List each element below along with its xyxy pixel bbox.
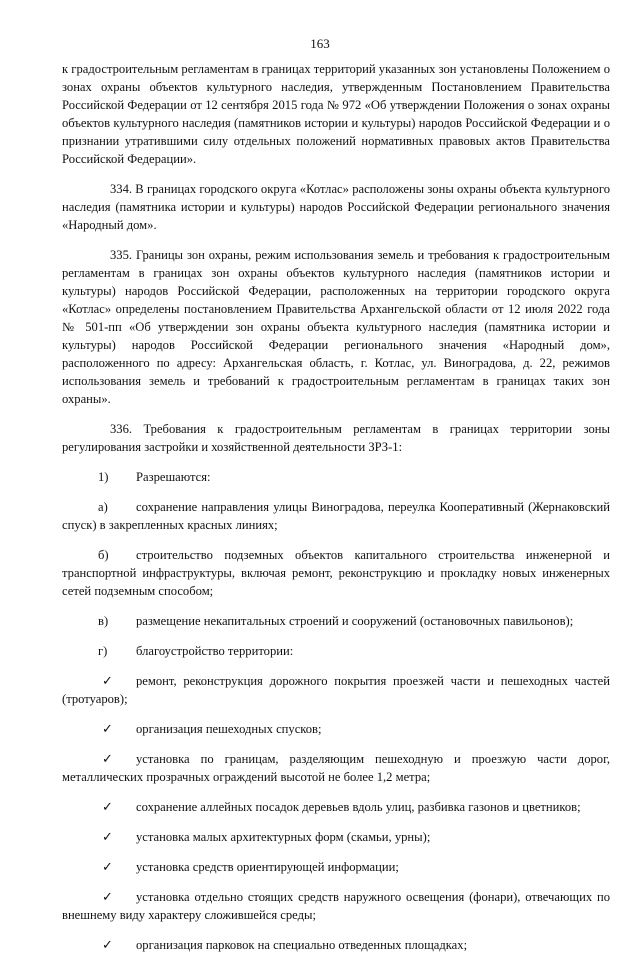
checkmark-icon: ✓	[102, 751, 113, 766]
list-item-text: организация пешеходных спусков;	[136, 722, 322, 736]
paragraph-continuation: к градостроительным регламентам в границах территорий указанных зон установлены Положением о зонах охраны объектов культурного наследия, утвержденным Постановлением Правительства Российской Федерации от 12 сентября 2015 года № 972 «Об утверждении Положения о зонах охраны объектов культурного наследия (памятников истории и культуры) народов Российской Федерации и о признании утратившими силу отдельных положений нормативных правовых актов Правительства Российской Федерации».	[62, 62, 610, 166]
list-item-g	[62, 642, 610, 660]
checklist-item	[62, 888, 610, 924]
list-item-text: благоустройство территории:	[136, 644, 294, 658]
checklist-item	[62, 798, 610, 816]
checklist-item	[62, 672, 610, 708]
list-item-text: строительство подземных объектов капитального строительства инженерной и транспортной инфраструктуры, включая ремонт, реконструкцию и прокладку новых инженерных сетей подземным способом;	[62, 548, 610, 598]
checkmark-icon: ✓	[102, 799, 113, 814]
list-item-text: установка отдельно стоящих средств наружного освещения (фонари), отвечающих по внешнему виду характеру сложившейся среды;	[62, 890, 610, 922]
checklist-item	[62, 720, 610, 738]
list-item-1	[62, 468, 610, 486]
list-item-text: ремонт, реконструкция дорожного покрытия проезжей части и пешеходных частей (тротуаров);	[62, 674, 610, 706]
list-item-v	[62, 612, 610, 630]
page-number: 163	[310, 36, 330, 51]
checkmark-icon: ✓	[102, 721, 113, 736]
paragraph-336: 336. Требования к градостроительным регламентам в границах территории зоны регулирования застройки и хозяйственной деятельности ЗРЗ-1:	[62, 422, 610, 454]
checkmark-icon: ✓	[102, 937, 113, 952]
document-body	[62, 60, 610, 966]
list-marker: 1)	[98, 470, 109, 484]
list-item-text: сохранение направления улицы Виноградова, переулка Кооперативный (Жернаковский спуск) в закрепленных красных линиях;	[62, 500, 610, 532]
paragraph-334: 334. В границах городского округа «Котлас» расположены зоны охраны объекта культурного наследия (памятника истории и культуры) народов Российской Федерации регионального значения «Народный дом».	[62, 182, 610, 232]
list-item-text: сохранение аллейных посадок деревьев вдоль улиц, разбивка газонов и цветников;	[136, 800, 581, 814]
list-item-text: организация парковок на специально отведенных площадках;	[136, 938, 468, 952]
list-item-b	[62, 546, 610, 600]
list-item-a	[62, 498, 610, 534]
checklist-item	[62, 936, 610, 954]
checkmark-icon: ✓	[102, 829, 113, 844]
list-item-text: размещение некапитальных строений и сооружений (остановочных павильонов);	[136, 614, 574, 628]
checkmark-icon: ✓	[102, 673, 113, 688]
list-item-text: установка средств ориентирующей информации;	[136, 860, 399, 874]
paragraph-335: 335. Границы зон охраны, режим использования земель и требования к градостроительным регламентам в границах зон охраны объектов культурного наследия (памятников истории и культуры) народов Российской Федерации, расположенных на территории городского округа «Котлас» определены постановлением Правительства Архангельской области от 12 июля 2022 года № 501-пп «Об утверждении зон охраны объекта культурного наследия (памятника истории и культуры) народов Российской Федерации регионального значения «Народный дом», расположенного по адресу: Архангельская область, г. Котлас, ул. Виноградова, д. 22, режимов использования земель и требований к градостроительным регламентам в границах таких зон охраны».	[62, 248, 610, 406]
checklist-item	[62, 750, 610, 786]
checklist-item	[62, 858, 610, 876]
list-item-text: Разрешаются:	[136, 470, 211, 484]
checklist-item	[62, 828, 610, 846]
list-marker: в)	[98, 614, 109, 628]
checkmark-icon: ✓	[102, 859, 113, 874]
list-marker: б)	[98, 548, 109, 562]
list-item-text: установка малых архитектурных форм (скамьи, урны);	[136, 830, 431, 844]
list-item-text: установка по границам, разделяющим пешеходную и проезжую части дорог, металлических прозрачных ограждений высотой не более 1,2 метра;	[62, 752, 610, 784]
list-marker: а)	[98, 500, 108, 514]
list-marker: г)	[98, 644, 108, 658]
checkmark-icon: ✓	[102, 889, 113, 904]
